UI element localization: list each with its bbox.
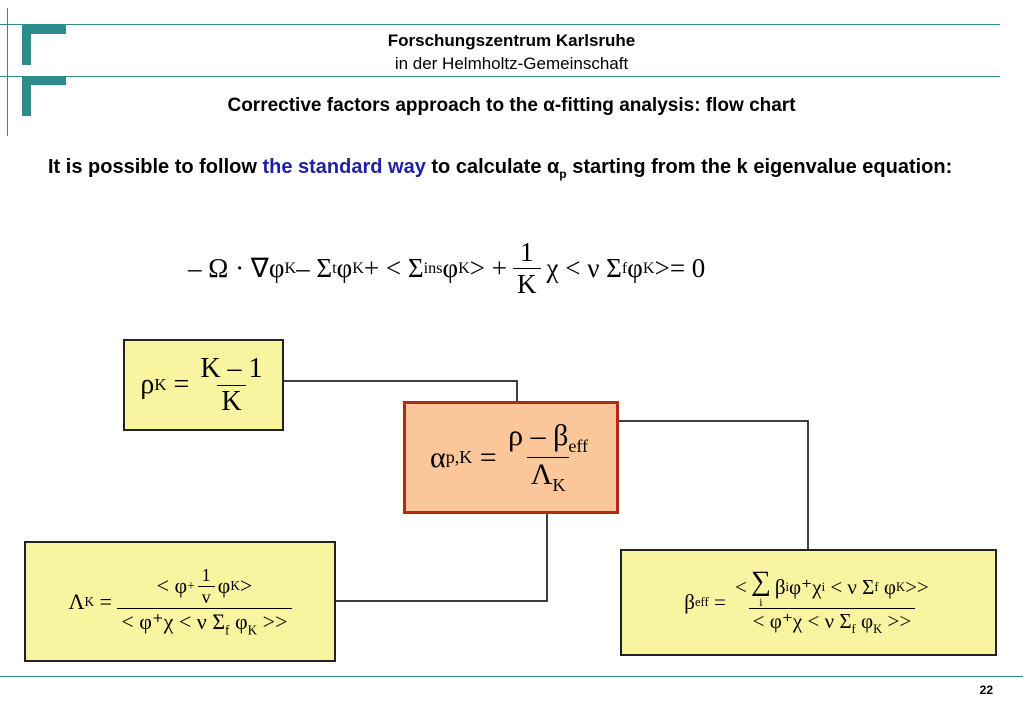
eq-term-2: – Σ [296, 252, 333, 283]
eq-term-7: χ < ν Σ [546, 252, 622, 283]
lambda-equals: = [93, 588, 118, 614]
beta-den-f: f [851, 622, 856, 637]
beta-num-bi: i [785, 580, 790, 595]
sigma-sum-icon: ∑ [750, 565, 771, 597]
rho-denominator: K [217, 385, 245, 418]
eq-term-5: φ [442, 252, 459, 283]
beta-numerator [731, 565, 933, 609]
rho-symbol: ρ [140, 369, 155, 400]
eq-sub-8: K [642, 258, 655, 277]
lambda-num-pre: < φ [156, 573, 188, 599]
lambda-inner-num: 1 [201, 564, 211, 585]
eq-term-6: > + [469, 252, 508, 283]
lambda-num-k: K [230, 578, 240, 594]
beta-symbol: β [684, 590, 695, 614]
beta-sum [750, 565, 771, 609]
beta-num-pre: < [735, 575, 747, 600]
lambda-numerator [153, 565, 257, 608]
footer-rule [0, 676, 1023, 677]
rho-k-box [123, 339, 284, 431]
lambda-symbol: Λ [68, 588, 85, 614]
lambda-den-text: < φ⁺χ < ν Σ [121, 608, 226, 634]
lambda-den-phi: φ [229, 608, 248, 634]
eq-term-3: φ [336, 252, 353, 283]
eq-term-8: φ [627, 252, 643, 283]
beta-num-phi2: φ [878, 575, 896, 600]
beta-subscript: eff [694, 595, 709, 609]
beta-num-mid: < ν Σ [825, 575, 875, 600]
eq-fraction-num: 1 [520, 236, 534, 267]
lambda-num-sup: + [187, 578, 195, 594]
lambda-fraction [117, 565, 291, 638]
beta-equals: = [708, 590, 732, 614]
institution-subtitle: in der Helmholtz-Gemeinschaft [394, 54, 629, 73]
alpha-num-sub: eff [568, 436, 589, 456]
beta-num-phi: φ⁺χ [789, 575, 822, 600]
page-number: 22 [979, 683, 993, 697]
alpha-num-text: ρ – β [508, 419, 569, 452]
eq-sub-1: K [284, 258, 297, 277]
intro-highlight: the standard way [262, 156, 426, 178]
alpha-den-text: Λ [530, 458, 553, 491]
rho-equals: = [166, 369, 197, 400]
beta-num-k: K [895, 580, 906, 595]
intro-text-post: to calculate α [425, 156, 560, 178]
lambda-inner-den: v [198, 586, 215, 608]
eq-term-4: + < Σ [363, 252, 424, 283]
eq-sub-3: K [352, 258, 364, 277]
alpha-pk-box [403, 401, 619, 514]
lambda-num-phi: φ [217, 573, 231, 599]
intro-text-pre: It is possible to follow [48, 156, 263, 178]
eq-sub-2: t [332, 258, 337, 277]
lambda-den-f: f [225, 622, 230, 638]
beta-denominator [749, 608, 916, 637]
slide-title: Corrective factors approach to the α-fitting analysis: flow chart [227, 95, 796, 116]
alpha-subscript: p,K [445, 447, 473, 467]
beta-den-phi: φ [855, 608, 874, 633]
beta-num-end: >> [905, 575, 929, 600]
lambda-den-end: >> [257, 608, 288, 634]
beta-den-k: K [873, 622, 883, 637]
intro-text-end: starting from the k eigenvalue equation: [566, 156, 953, 178]
beta-fraction [731, 565, 933, 637]
eq-sub-5: K [458, 258, 470, 277]
beta-num-f: f [874, 580, 879, 595]
alpha-symbol: α [429, 440, 446, 474]
eq-sub-7: f [621, 258, 628, 277]
beta-num-ci: i [821, 580, 826, 595]
beta-den-end: >> [882, 608, 912, 633]
rho-fraction [196, 353, 266, 418]
lambda-denominator [117, 608, 291, 638]
alpha-den-sub: K [552, 475, 566, 495]
lambda-subscript: K [84, 593, 94, 609]
beta-eff-box [620, 549, 997, 656]
rho-subscript: K [154, 375, 167, 394]
lambda-den-k: K [247, 622, 258, 638]
eq-term-9: >= 0 [654, 252, 706, 283]
beta-den-text: < φ⁺χ < ν Σ [752, 608, 852, 633]
intro-subscript: p [559, 167, 567, 181]
alpha-denominator [527, 457, 570, 496]
eq-fraction-den: K [513, 268, 541, 300]
lambda-k-box [24, 541, 336, 662]
arrow-beta-to-alpha [590, 421, 808, 550]
beta-sum-index: i [759, 594, 763, 609]
institution-name: Forschungszentrum Karlsruhe [387, 31, 636, 50]
eq-sub-4: ins [423, 258, 443, 277]
alpha-equals: = [472, 440, 505, 474]
lambda-num-end: > [239, 573, 253, 599]
beta-num-b: β [774, 575, 786, 600]
rho-numerator: K – 1 [200, 352, 263, 384]
eq-term-1: – Ω · ∇φ [188, 252, 285, 283]
alpha-numerator [504, 419, 592, 457]
lambda-num-inner-fraction [198, 565, 215, 608]
alpha-fraction [504, 419, 592, 496]
